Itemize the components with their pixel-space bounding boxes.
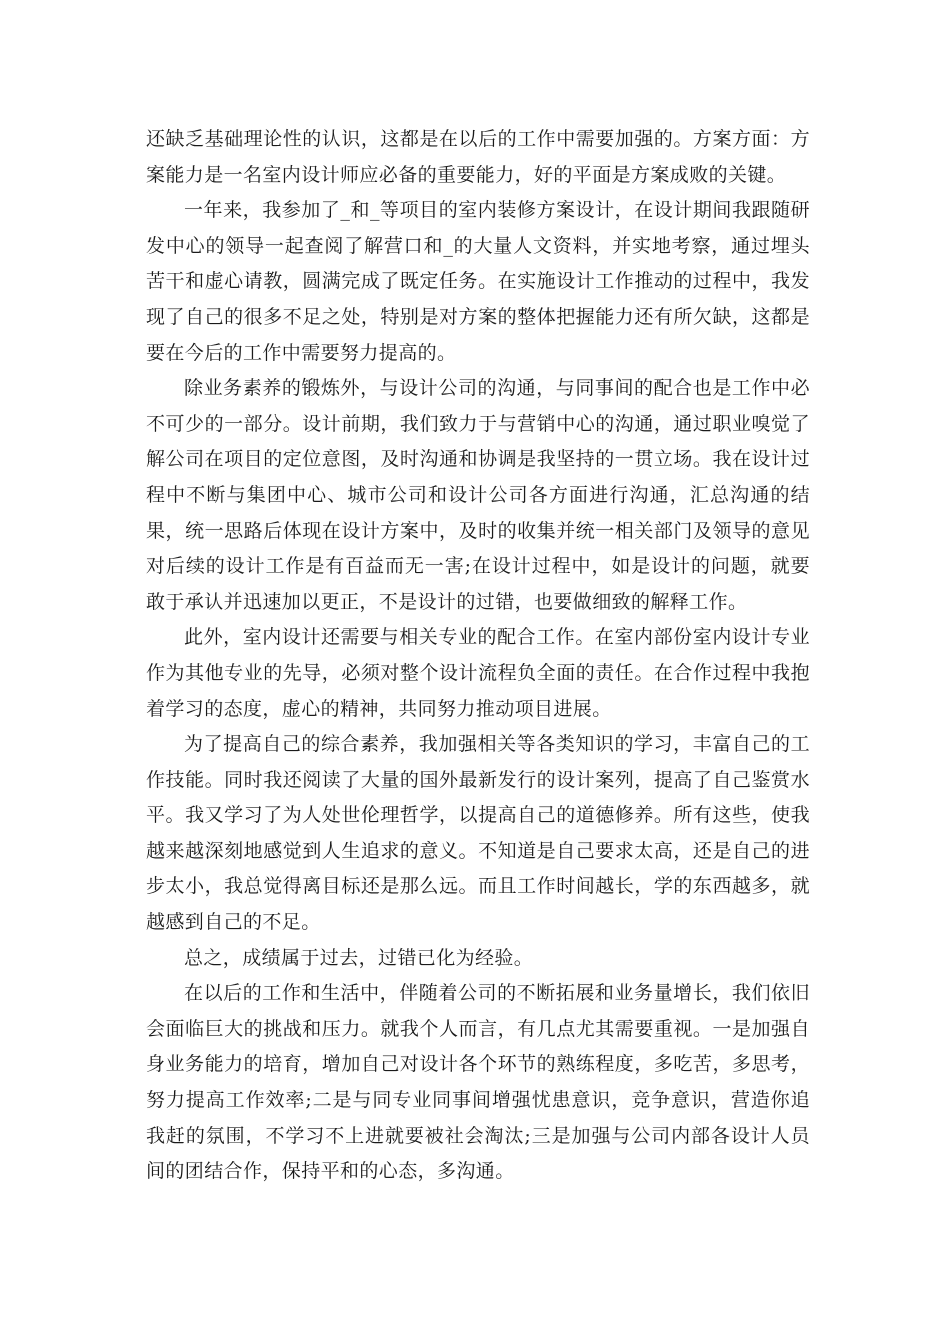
paragraph-5: 为了提高自己的综合素养，我加强相关等各类知识的学习，丰富自己的工作技能。同时我还阅读了大量的国外最新发行的设计案列，提高了自己鉴赏水平。我又学习了为人处世伦理哲学，以提高自己的道德修养。所有这些，使我越来越深刻地感觉到人生追求的意义。不知道是自己要求太高，还是自己的进步太小，我总觉得离目标还是那么远。而且工作时间越长，学的东西越多，就越感到自己的不足。 (146, 733, 810, 934)
paragraph-4: 此外，室内设计还需要与相关专业的配合工作。在室内部份室内设计专业作为其他专业的先导，必须对整个设计流程负全面的责任。在合作过程中我抱着学习的态度，虚心的精神，共同努力推动项目进展。 (146, 626, 810, 720)
paragraph-3: 除业务素养的锻炼外，与设计公司的沟通，与同事间的配合也是工作中必不可少的一部分。设计前期，我们致力于与营销中心的沟通，通过职业嗅觉了解公司在项目的定位意图，及时沟通和协调是我坚持的一贯立场。我在设计过程中不断与集团中心、城市公司和设计公司各方面进行沟通，汇总沟通的结果，统一思路后体现在设计方案中，及时的收集并统一相关部门及领导的意见对后续的设计工作是有百益而无一害;在设计过程中，如是设计的问题，就要敢于承认并迅速加以更正，不是设计的过错，也要做细致的解释工作。 (146, 377, 810, 613)
document-body (146, 122, 810, 1190)
paragraph-1: 还缺乏基础理论性的认识，这都是在以后的工作中需要加强的。方案方面：方案能力是一名室内设计师应必备的重要能力，好的平面是方案成败的关键。 (146, 128, 810, 186)
paragraph-2: 一年来，我参加了_和_等项目的室内装修方案设计，在设计期间我跟随研发中心的领导一起查阅了解营口和_的大量人文资料，并实地考察，通过埋头苦干和虚心请教，圆满完成了既定任务。在实施设计工作推动的过程中，我发现了自己的很多不足之处，特别是对方案的整体把握能力还有所欠缺，这都是要在今后的工作中需要努力提高的。 (146, 199, 810, 364)
paragraph-6: 总之，成绩属于过去，过错已化为经验。 (184, 946, 534, 969)
paragraph-7: 在以后的工作和生活中，伴随着公司的不断拓展和业务量增长，我们依旧会面临巨大的挑战和压力。就我个人而言，有几点尤其需要重视。一是加强自身业务能力的培育，增加自己对设计各个环节的熟练程度，多吃苦，多思考，努力提高工作效率;二是与同专业同事间增强忧患意识，竞争意识，营造你追我赶的氛围，不学习不上进就要被社会淘汰;三是加强与公司内部各设计人员间的团结合作，保持平和的心态，多沟通。 (146, 982, 810, 1183)
